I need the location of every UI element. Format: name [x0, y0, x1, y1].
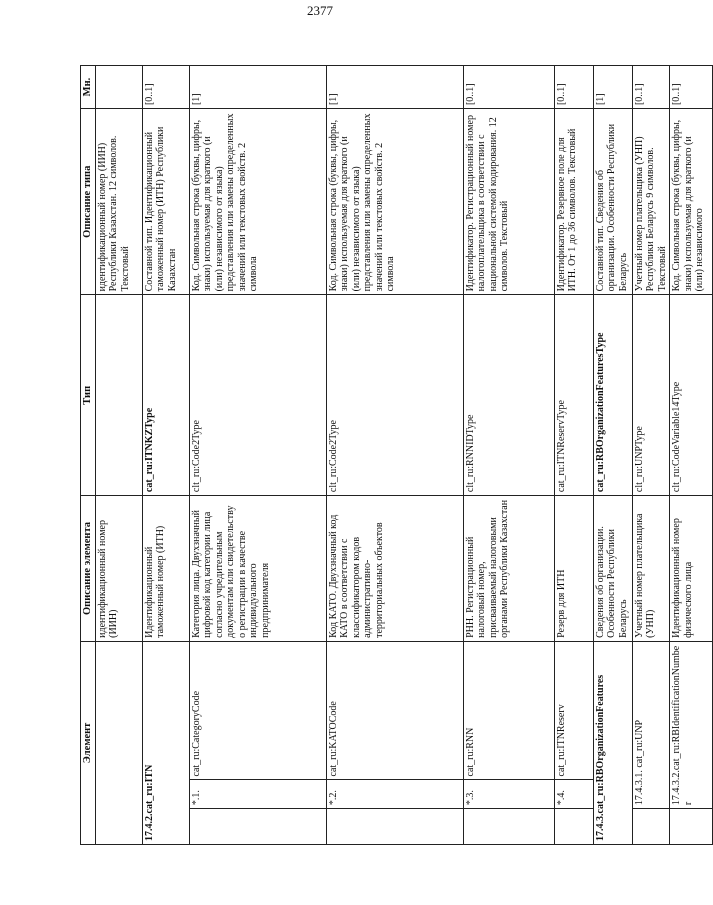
cell-mult: [1]	[189, 66, 326, 109]
cell-type-desc: Идентификатор. Резервное поле для ИТН. От 1 до 36 символов. Текстовый	[554, 109, 593, 295]
cell-mult: [0..1]	[463, 66, 554, 109]
cell-mult: [1]	[326, 66, 463, 109]
cell-mult: [0..1]	[554, 66, 593, 109]
cell-type-desc: Идентификатор. Регистрационный номер налогоплательщика в соответствии с национальной системой кодирования. 12 символов. Текстовый	[463, 109, 554, 295]
table-row	[142, 66, 189, 845]
cell-num: 17.4.2.	[143, 813, 155, 841]
cell-element	[95, 641, 142, 844]
cell-element	[142, 641, 189, 844]
cell-name: cat_ru:UNP	[633, 719, 645, 768]
cell-name: cat_ru:RNN	[463, 641, 554, 780]
header-type-desc: Описание типа	[81, 109, 96, 295]
cell-name: cat_ru:RBOrganizationFeatures	[594, 674, 606, 814]
cell-mult: [0..1]	[142, 66, 189, 109]
cell-num: 17.4.3.	[594, 813, 606, 841]
cell-type: clt_ru:Code2Type	[326, 295, 463, 496]
cell-mult	[95, 66, 142, 109]
cell-name: cat_ru:KATOCode	[326, 641, 463, 780]
header-mult: Мн.	[81, 66, 96, 109]
cell-indent	[632, 809, 670, 845]
cell-num: *.4.	[554, 780, 593, 809]
cell-element-desc: Категория лица. Двухзначный цифровой код категории лица согласно учредительным документам или свидетельству о регистрации в качестве индивидуального предпринимателя	[189, 496, 326, 642]
cell-element	[593, 641, 632, 844]
cell-num: 17.4.3.1.	[633, 770, 645, 806]
table-row	[326, 66, 463, 845]
cell-element-desc: Код КАТО. Двухзначный код КАТО в соответствии с классификатором кодов административно-территориальных объектов	[326, 496, 463, 642]
table-row	[670, 66, 713, 845]
cell-mult: [1]	[593, 66, 632, 109]
cell-type: cat_ru:ITNKZType	[142, 295, 189, 496]
cell-type-desc: Учетный номер плательщика (УНП) Республики Беларусь 9 символов. Текстовый	[632, 109, 670, 295]
cell-type-desc: Код. Символьная строка (буквы, цифры, знаки) используемая для краткого (и (или) независимого	[670, 109, 713, 295]
rotated-table-container	[80, 65, 705, 845]
header-element: Элемент	[81, 641, 96, 844]
cell-type-desc: Код. Символьная строка (буквы, цифры, знаки) используемая для краткого (и (или) независимого от языка) представления или замены определенных значений или текстовых свойств. 2 символа	[189, 109, 326, 295]
cell-indent	[554, 809, 593, 845]
cell-name: cat_ru:ITN	[143, 764, 155, 814]
cell-element-desc: Идентификационный таможенный номер (ИТН)	[142, 496, 189, 642]
cell-indent	[670, 809, 713, 845]
cell-type: clt_ru:Code2Type	[189, 295, 326, 496]
header-element-desc: Описание элемента	[81, 496, 96, 642]
cell-element-desc: РНН. Регистрационный налоговый номер, присваиваемый налоговыми органами Республики Казахстан	[463, 496, 554, 642]
cell-indent	[326, 809, 463, 845]
cell-type-desc: идентификационный номер (ИИН) Республики Казахстан. 12 символов. Текстовый	[95, 109, 142, 295]
cell-type	[95, 295, 142, 496]
cell-type: clt_ru:UNPType	[632, 295, 670, 496]
table-row	[95, 66, 142, 845]
cell-name: cat_ru:ITNReserv	[554, 641, 593, 780]
cell-type-desc: Составной тип. Сведения об организации. Особенности Республики Беларусь	[593, 109, 632, 295]
cell-name: cat_ru:RBIdentificationNumber	[671, 645, 694, 806]
data-table	[80, 65, 713, 845]
cell-num: 17.4.3.2.	[671, 770, 682, 806]
cell-type: cat_ru:ITNReservType	[554, 295, 593, 496]
cell-element-desc: Резерв для ИТН	[554, 496, 593, 642]
cell-type: cat_ru:RBOrganizationFeaturesType	[593, 295, 632, 496]
cell-indent	[463, 809, 554, 845]
table-row	[593, 66, 632, 845]
table-row	[189, 66, 326, 845]
cell-num: *.2.	[326, 780, 463, 809]
table-row	[554, 66, 593, 845]
cell-element	[632, 641, 670, 808]
table-row	[632, 66, 670, 845]
cell-name: cat_ru:CategoryCode	[189, 641, 326, 780]
table-row	[463, 66, 554, 845]
header-type: Тип	[81, 295, 96, 496]
cell-type: clt_ru:CodeVariable14Type	[670, 295, 713, 496]
cell-type-desc: Составной тип. Идентификационный таможенный номер (ИТН) Республики Казахстан	[142, 109, 189, 295]
cell-element-desc: идентификационный номер (ИИН)	[95, 496, 142, 642]
cell-indent	[189, 809, 326, 845]
cell-element-desc: Идентификационный номер физического лица	[670, 496, 713, 642]
cell-mult: [0..1]	[670, 66, 713, 109]
cell-element-desc: Сведения об организации. Особенности Республики Беларусь	[593, 496, 632, 642]
page-number: 2377	[307, 3, 333, 18]
cell-element-desc: Учетный номер плательщика (УНП)	[632, 496, 670, 642]
cell-num: *.3.	[463, 780, 554, 809]
cell-mult: [0..1]	[632, 66, 670, 109]
cell-type: clt_ru:RNNIDType	[463, 295, 554, 496]
cell-num: *.1.	[189, 780, 326, 809]
header-row	[81, 66, 96, 845]
cell-element	[670, 641, 713, 808]
cell-type-desc: Код. Символьная строка (буквы, цифры, знаки) используемая для краткого (и (или) независимого от языка) представления или замены определенных значений или текстовых свойств. 2 символа	[326, 109, 463, 295]
